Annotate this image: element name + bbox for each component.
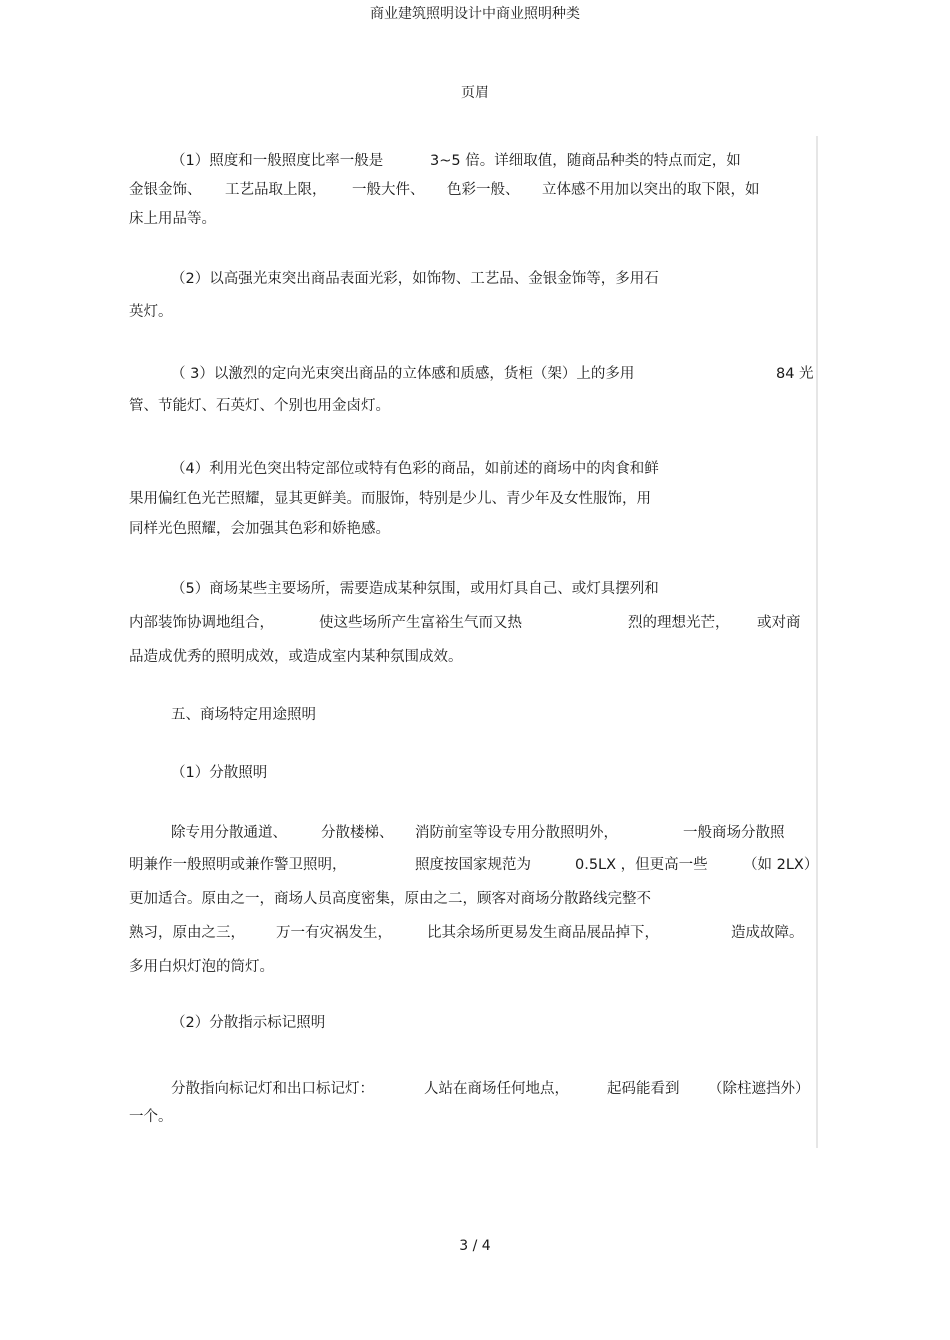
text-segment: 比其余场所更易发生商品展品掉下， (427, 925, 659, 941)
text-segment: （如 2LX） (743, 857, 819, 873)
subheading-2 (0, 1011, 950, 1035)
paragraph-4-line-1 (0, 457, 950, 481)
text-segment: 使这些场所产生富裕生气而又热 (319, 615, 522, 631)
text-segment: 色彩一般、 (447, 182, 520, 198)
page-header: 页眉 (461, 85, 489, 101)
text-segment: 果用偏红色光芒照耀，显其更鲜美。而服饰，特别是少儿、青少年及女性服饰，用 (129, 491, 651, 507)
paragraph-1-line-1 (0, 149, 950, 173)
paragraph-6-line-2 (0, 853, 950, 877)
text-segment: （1）照度和一般照度比率一般是 (171, 153, 384, 169)
text-segment: 床上用品等。 (129, 211, 216, 227)
text-segment: 造成故障。 (731, 925, 804, 941)
text-segment: 工艺品取上限， (225, 182, 327, 198)
text-segment: 熟习，原由之三， (129, 925, 245, 941)
paragraph-6-line-5 (0, 955, 950, 979)
text-segment: 立体感不用加以突出的取下限，如 (542, 182, 760, 198)
text-segment: 烈的理想光芒， (628, 615, 730, 631)
paragraph-7-line-1 (0, 1077, 950, 1101)
paragraph-5-line-1 (0, 577, 950, 601)
paragraph-3-line-2 (0, 394, 950, 418)
text-segment: 明兼作一般照明或兼作警卫照明， (129, 857, 347, 873)
text-segment: 3~5 倍。详细取值，随商品种类的特点而定，如 (430, 153, 741, 169)
text-segment: 同样光色照耀，会加强其色彩和娇艳感。 (129, 521, 390, 537)
paragraph-6-line-1 (0, 821, 950, 845)
section-heading (0, 703, 950, 727)
text-segment: （2）以高强光束突出商品表面光彩，如饰物、工艺品、金银金饰等，多用石 (171, 271, 659, 287)
text-segment: 一般大件、 (352, 182, 425, 198)
paragraph-2-line-1 (0, 267, 950, 291)
text-segment: 一个。 (129, 1109, 173, 1125)
text-segment: 多用白炽灯泡的筒灯。 (129, 959, 274, 975)
text-segment: 管、节能灯、石英灯、个别也用金卤灯。 (129, 398, 390, 414)
text-segment: 分散楼梯、 (321, 825, 394, 841)
paragraph-5-line-2 (0, 611, 950, 635)
text-segment: （4）利用光色突出特定部位或特有色彩的商品，如前述的商场中的肉食和鲜 (171, 461, 659, 477)
page-number: 3 / 4 (459, 1238, 491, 1254)
text-segment: 或对商 (757, 615, 801, 631)
text-segment: 更加适合。原由之一，商场人员高度密集，原由之二，顾客对商场分散路线完整不 (129, 891, 651, 907)
text-segment: 除专用分散通道、 (171, 825, 287, 841)
paragraph-1-line-2 (0, 178, 950, 202)
text-segment: 照度按国家规范为 (415, 857, 531, 873)
text-segment: 0.5LX ，但更高一些 (575, 857, 708, 873)
paragraph-5-line-3 (0, 645, 950, 669)
paragraph-1-line-3 (0, 207, 950, 231)
text-segment: （2）分散指示标记照明 (171, 1015, 326, 1031)
text-segment: 消防前室等设专用分散照明外， (415, 825, 618, 841)
paragraph-7-line-2 (0, 1105, 950, 1129)
text-segment: 万一有灾祸发生， (276, 925, 392, 941)
text-segment: 金银金饰、 (129, 182, 202, 198)
subheading-1 (0, 761, 950, 785)
document-title: 商业建筑照明设计中商业照明种类 (370, 6, 580, 22)
text-segment: （除柱遮挡外） (708, 1081, 810, 1097)
text-segment: 英灯。 (129, 304, 173, 320)
paragraph-2-line-2 (0, 300, 950, 324)
text-segment: （ 3）以激烈的定向光束突出商品的立体感和质感，货柜（架）上的多用 (171, 366, 635, 382)
text-segment: 五、商场特定用途照明 (171, 707, 316, 723)
text-segment: 84 光 (776, 366, 814, 382)
paragraph-6-line-4 (0, 921, 950, 945)
text-segment: （5）商场某些主要场所，需要造成某种氛围，或用灯具自己、或灯具摆列和 (171, 581, 659, 597)
paragraph-4-line-2 (0, 487, 950, 511)
text-segment: 一般商场分散照 (683, 825, 785, 841)
text-segment: （1）分散照明 (171, 765, 268, 781)
text-segment: 内部装饰协调地组合， (129, 615, 274, 631)
text-segment: 起码能看到 (607, 1081, 680, 1097)
paragraph-6-line-3 (0, 887, 950, 911)
text-segment: 分散指向标记灯和出口标记灯： (171, 1081, 374, 1097)
text-segment: 人站在商场任何地点， (424, 1081, 569, 1097)
text-segment: 品造成优秀的照明成效，或造成室内某种氛围成效。 (129, 649, 463, 665)
paragraph-3-line-1 (0, 362, 950, 386)
paragraph-4-line-3 (0, 517, 950, 541)
